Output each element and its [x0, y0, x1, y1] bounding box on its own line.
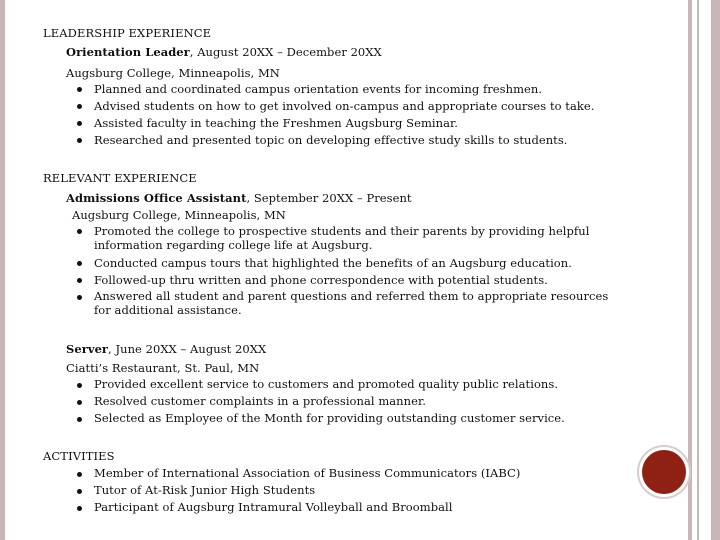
left-border-rail — [0, 0, 5, 540]
leadership-heading: LEADERSHIP EXPERIENCE — [43, 26, 212, 40]
list-item: Planned and coordinated campus orientation events for incoming freshmen. — [94, 82, 543, 96]
list-item-continuation: for additional assistance. — [94, 303, 242, 317]
list-item: Participant of Augsburg Intramural Volleyball and Broomball — [94, 500, 453, 514]
leadership-location: Augsburg College, Minneapolis, MN — [66, 66, 280, 80]
leadership-role — [66, 45, 382, 59]
job2-role — [66, 342, 266, 356]
list-item: Assisted faculty in teaching the Freshmen Augsburg Seminar. — [94, 116, 458, 130]
list-item: Provided excellent service to customers and promoted quality public relations. — [94, 377, 559, 391]
bullet-icon — [77, 87, 82, 92]
bullet-icon — [77, 261, 82, 266]
list-item: Researched and presented topic on developing effective study skills to students. — [94, 133, 568, 147]
job2-dates: , June 20XX – August 20XX — [108, 342, 267, 356]
right-border-rail — [688, 0, 692, 540]
bullet-icon — [77, 400, 82, 405]
bullet-icon — [77, 417, 82, 422]
job1-title: Admissions Office Assistant — [66, 191, 247, 205]
right-border-rail-outer — [711, 0, 720, 540]
bullet-icon — [77, 121, 82, 126]
list-item: Tutor of At-Risk Junior High Students — [94, 483, 316, 497]
job1-location: Augsburg College, Minneapolis, MN — [72, 208, 286, 222]
list-item: Member of International Association of Business Communicators (IABC) — [94, 466, 521, 480]
list-item: Advised students on how to get involved on-campus and appropriate courses to take. — [94, 99, 595, 113]
list-item: Conducted campus tours that highlighted the benefits of an Augsburg education. — [94, 256, 572, 270]
bullet-icon — [77, 472, 82, 477]
activities-heading: ACTIVITIES — [43, 449, 115, 463]
bullet-icon — [77, 506, 82, 511]
bullet-icon — [77, 138, 82, 143]
relevant-heading: RELEVANT EXPERIENCE — [43, 171, 197, 185]
list-item-continuation: information regarding college life at Augsburg. — [94, 238, 373, 252]
bullet-icon — [77, 229, 82, 234]
job1-dates: , September 20XX – Present — [246, 191, 412, 205]
bullet-icon — [77, 383, 82, 388]
list-item: Selected as Employee of the Month for providing outstanding customer service. — [94, 411, 565, 425]
job2-title: Server — [66, 342, 109, 356]
list-item: Answered all student and parent questions and referred them to appropriate resources — [94, 289, 609, 303]
leadership-role-dates: , August 20XX – December 20XX — [189, 45, 382, 59]
list-item: Promoted the college to prospective students and their parents by providing helpful — [94, 224, 590, 238]
bullet-icon — [77, 278, 82, 283]
decorative-circle — [642, 450, 686, 494]
bullet-icon — [77, 489, 82, 494]
bullet-icon — [77, 104, 82, 109]
job2-location: Ciatti’s Restaurant, St. Paul, MN — [66, 361, 260, 375]
list-item: Resolved customer complaints in a professional manner. — [94, 394, 426, 408]
job1-role — [66, 191, 412, 205]
right-border-rail-thin — [697, 0, 699, 540]
leadership-role-title: Orientation Leader — [66, 45, 190, 59]
list-item: Followed-up thru written and phone correspondence with potential students. — [94, 273, 548, 287]
bullet-icon — [77, 295, 82, 300]
